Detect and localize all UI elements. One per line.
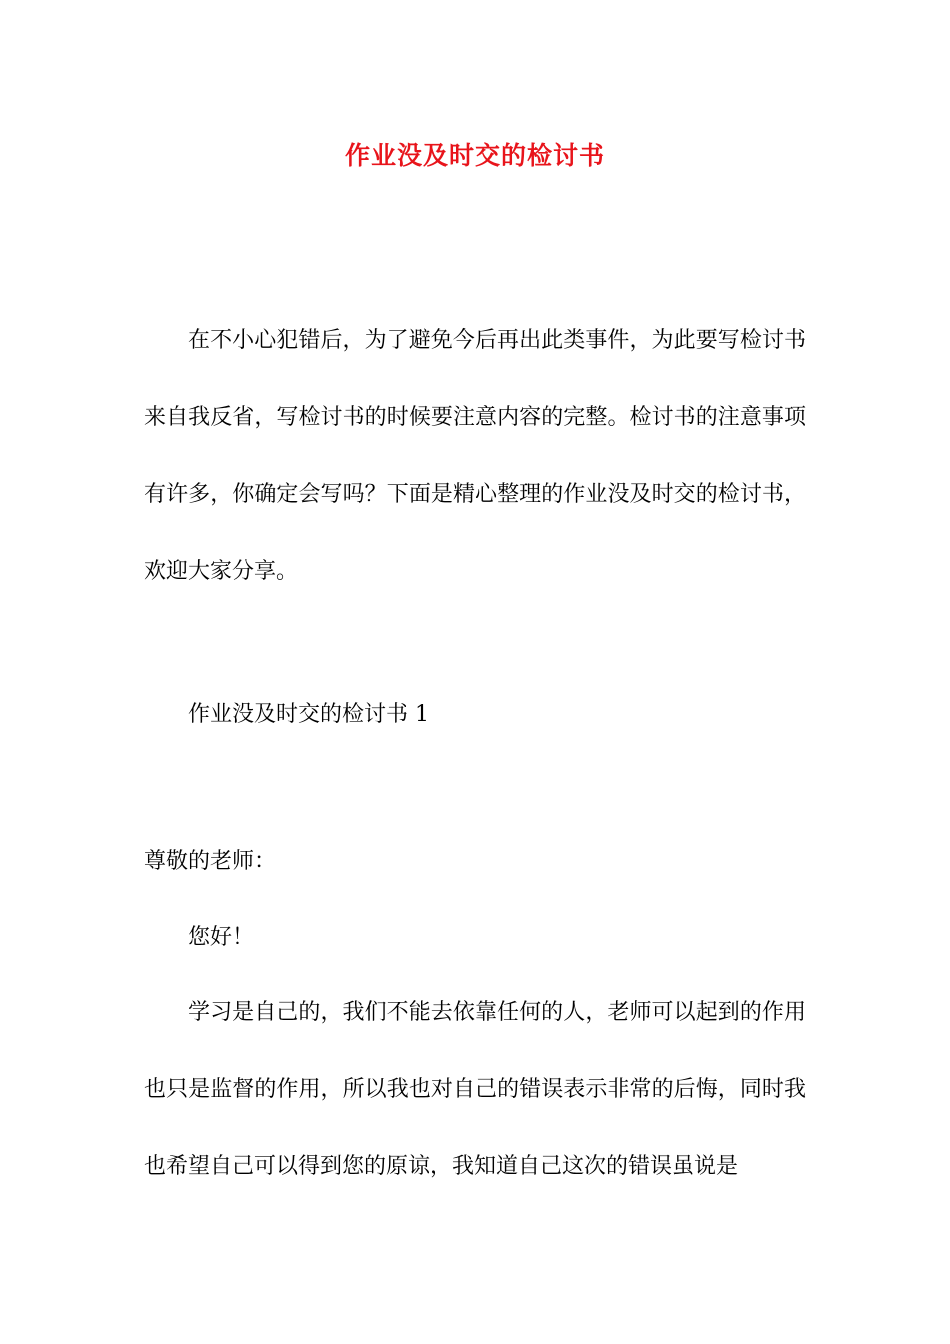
salutation: 尊敬的老师： bbox=[144, 849, 277, 874]
intro-paragraph: 在不小心犯错后，为了避免今后再出此类事件，为此要写检讨书来自我反省，写检讨书的时候要注意内容的完整。检讨书的注意事项有许多，你确定会写吗？下面是精心整理的作业没及时交的检讨书，欢迎大家分享。 bbox=[144, 328, 806, 584]
body-paragraph: 学习是自己的，我们不能去依靠任何的人，老师可以起到的作用也只是监督的作用，所以我也对自己的错误表示非常的后悔，同时我也希望自己可以得到您的原谅，我知道自己这次的错误虽说是 bbox=[144, 1000, 806, 1179]
greeting: 您好！ bbox=[188, 925, 255, 950]
document-title: 作业没及时交的检讨书 bbox=[344, 141, 605, 170]
section-heading: 作业没及时交的检讨书 1 bbox=[188, 702, 429, 727]
